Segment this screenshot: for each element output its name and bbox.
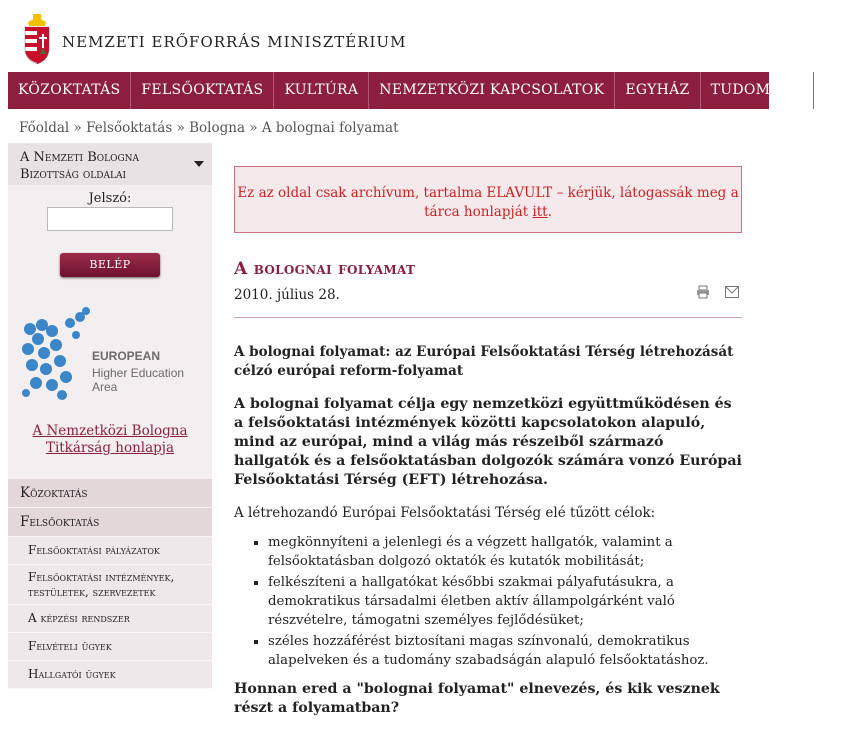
nav-item-more[interactable]: E xyxy=(823,82,835,98)
sidebar-item-kozoktatas[interactable]: Közoktatás xyxy=(8,479,212,508)
goal-item: ▪ széles hozzáférést biztosítani magas színvonalú, demokratikus alapelveken és a tudomány szabadságán alapuló felsőoktatáshoz. xyxy=(268,632,742,670)
nav-item-kozoktatas[interactable]: KÖZOKTATÁS xyxy=(8,72,131,109)
publish-date: 2010. július 28. xyxy=(234,287,340,303)
breadcrumb-separator: » xyxy=(73,120,82,136)
sidebar-heading-toggle[interactable] xyxy=(8,143,212,185)
breadcrumb-bologna[interactable]: Bologna xyxy=(189,120,246,136)
article-body xyxy=(234,343,742,732)
title-divider xyxy=(234,317,742,318)
sidebar-item-kepzesi-rendszer[interactable]: A képzési rendszer xyxy=(8,605,212,633)
sidebar-item-felveteli-ugyek[interactable]: Felvételi ügyek xyxy=(8,633,212,661)
sidebar xyxy=(8,143,212,688)
sidebar-item-hallgatoi-ugyek[interactable]: Hallgatói ügyek xyxy=(8,661,212,689)
password-label: Jelszó: xyxy=(88,191,132,206)
nav-item-kultura[interactable]: KULTÚRA xyxy=(274,72,369,109)
sidebar-item-palyazatok[interactable]: Felsőoktatási pályázatok xyxy=(8,537,212,565)
goals-list xyxy=(234,533,742,670)
password-field[interactable] xyxy=(47,207,173,231)
archive-notice-text: Ez az oldal csak archívum, tartalma ELAVULT – kérjük, látogassák meg a tárca honlapját xyxy=(237,185,739,220)
article-lead: A bolognai folyamat: az Európai Felsőoktatási Térség létrehozását célzó európai reform-folyamat xyxy=(234,344,734,379)
sidebar-menu xyxy=(8,479,212,689)
archive-notice xyxy=(234,166,742,233)
breadcrumb-separator: » xyxy=(249,120,258,136)
goal-item: ▪ megkönnyíteni a jelenlegi és a végzett hallgatók, valamint a felsőoktatásban dolgozó oktatók és kutatók mobilitását; xyxy=(268,533,742,571)
breadcrumb-current: A bolognai folyamat xyxy=(261,120,399,136)
email-icon[interactable] xyxy=(725,286,739,298)
goal-item: ▪ felkészíteni a hallgatókat későbbi szakmai pályafutásukra, a demokratikus társadalmi életben aktív állampolgárként való részvételre, támogatni személyes fejlődésüket; xyxy=(268,573,742,630)
nav-item-nemzetkozi-kapcsolatok[interactable]: NEMZETKÖZI KAPCSOLATOK xyxy=(369,72,615,109)
site-header xyxy=(0,0,769,70)
goals-intro: A létrehozandó Európai Felsőoktatási Térség elé tűzött célok: xyxy=(234,505,656,521)
main-navigation xyxy=(8,72,835,109)
breadcrumb-home[interactable]: Főoldal xyxy=(19,120,70,136)
nav-item-tudomany[interactable]: TUDOMÁNY xyxy=(701,72,814,109)
nav-item-felsooktatas[interactable]: FELSŐOKTATÁS xyxy=(131,72,274,109)
login-button[interactable]: BELÉP xyxy=(60,253,160,277)
ehea-logo-line1: EUROPEAN xyxy=(92,349,161,363)
main-content xyxy=(222,143,756,716)
breadcrumb-separator: » xyxy=(176,120,185,136)
nav-item-egyhaz[interactable]: EGYHÁZ xyxy=(615,72,700,109)
article-intro: A bolognai folyamat célja egy nemzetközi együttműködésen és a felsőoktatási intézmények közötti kapcsolatokon alapuló, mind az európai, mind a világ más részeiből származó hallgatók és a felsőoktatásban dolgozók számára vonzó Európai Felsőoktatási Térség (EFT) létrehozása. xyxy=(234,396,742,488)
sidebar-item-intezmenyek[interactable]: Felsőoktatási intézmények, testületek, szervezetek xyxy=(8,565,212,605)
page-title: A bolognai folyamat xyxy=(234,259,416,279)
secretariat-link[interactable]: A Nemzetközi Bologna Titkárság honlapja xyxy=(32,423,188,456)
caret-down-icon[interactable] xyxy=(194,161,204,167)
hungarian-crest-icon[interactable] xyxy=(22,14,52,64)
archive-notice-end: . xyxy=(547,204,552,220)
print-icon[interactable] xyxy=(696,285,710,299)
archive-notice-link[interactable]: itt xyxy=(532,204,548,220)
breadcrumb-felsooktatas[interactable]: Felsőoktatás xyxy=(86,120,173,136)
site-title[interactable]: NEMZETI ERŐFORRÁS MINISZTÉRIUM xyxy=(62,33,407,51)
ehea-logo-line2: Higher Education Area xyxy=(92,366,185,394)
breadcrumb xyxy=(19,120,399,136)
sidebar-heading: A Nemzeti Bologna Bizottság oldalai xyxy=(20,150,140,182)
sidebar-item-felsooktatas[interactable]: Felsőoktatás xyxy=(8,508,212,537)
section-question: Honnan ered a "bolognai folyamat" elnevezés, és kik vesznek részt a folyamatban? xyxy=(234,681,720,716)
